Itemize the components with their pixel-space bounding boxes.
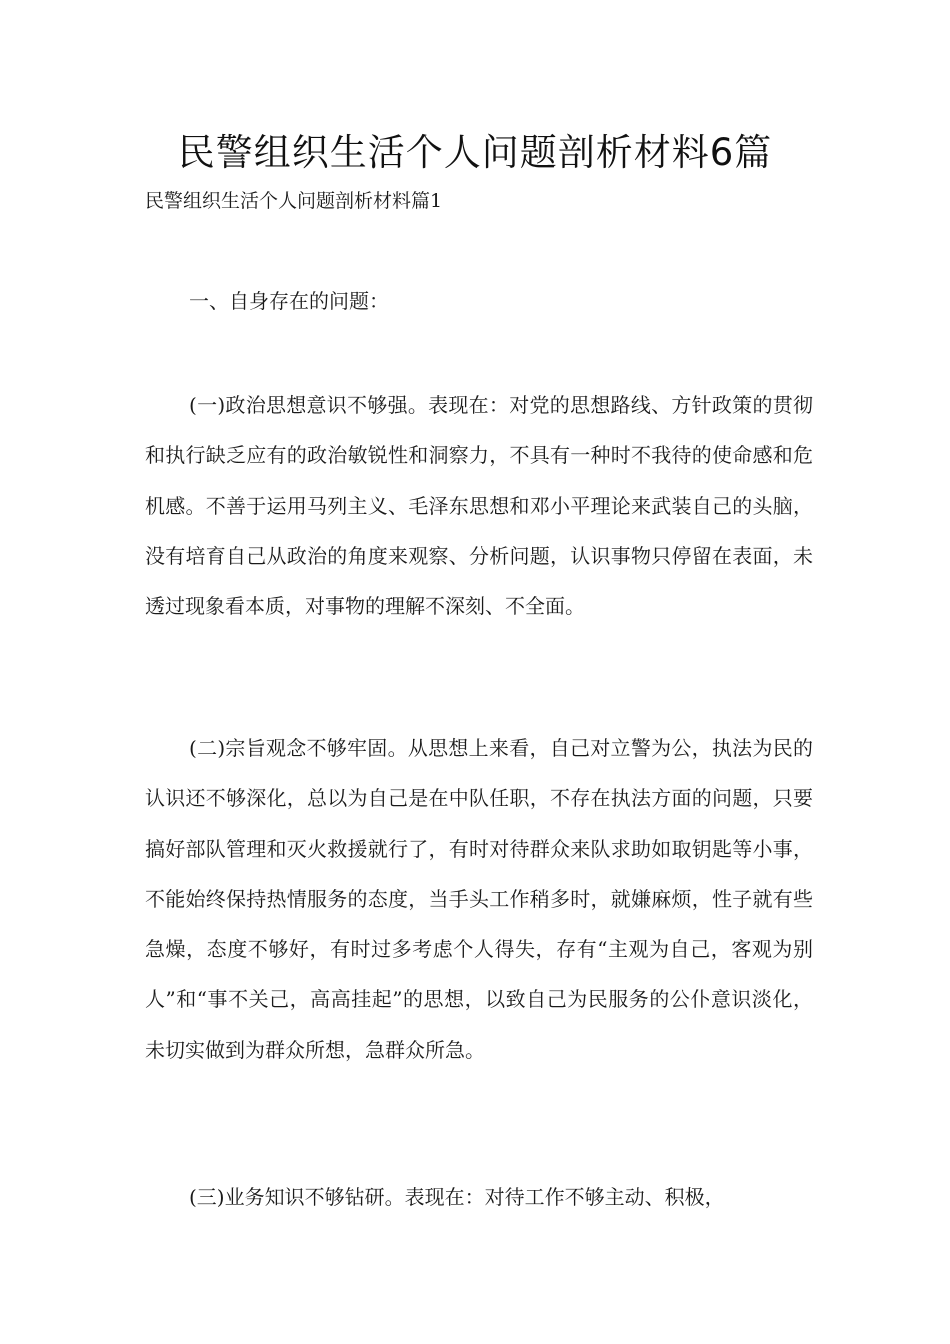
paragraph-political-awareness: (一)政治思想意识不够强。表现在：对党的思想路线、方针政策的贯彻和执行缺乏应有的政治敏锐性和洞察力，不具有一种时不我待的使命感和危机感。不善于运用马列主义、毛泽东思想和邓小平理论来武装自己的头脑，没有培育自己从政治的角度来观察、分析问题，认识事物只停留在表面，未透过现象看本质，对事物的理解不深刻、不全面。 (145, 393, 813, 619)
section-heading: 一、自身存在的问题： (189, 289, 389, 313)
paragraph-service-purpose: (二)宗旨观念不够牢固。从思想上来看，自己对立警为公，执法为民的认识还不够深化，总以为自己是在中队任职，不存在执法方面的问题，只要搞好部队管理和灭火救援就行了，有时对待群众来队求助如取钥匙等小事，不能始终保持热情服务的态度，当手头工作稍多时，就嫌麻烦，性子就有些急燥，态度不够好，有时过多考虑个人得失，存有“主观为自己，客观为别人”和“事不关己，高高挂起”的思想，以致自己为民服务的公仆意识淡化，未切实做到为群众所想，急群众所急。 (145, 736, 813, 1062)
document-subtitle: 民警组织生活个人问题剖析材料篇1 (145, 190, 443, 212)
document-title: 民警组织生活个人问题剖析材料6篇 (177, 131, 773, 174)
paragraph-business-knowledge: (三)业务知识不够钻研。表现在：对待工作不够主动、积极， (189, 1185, 725, 1209)
